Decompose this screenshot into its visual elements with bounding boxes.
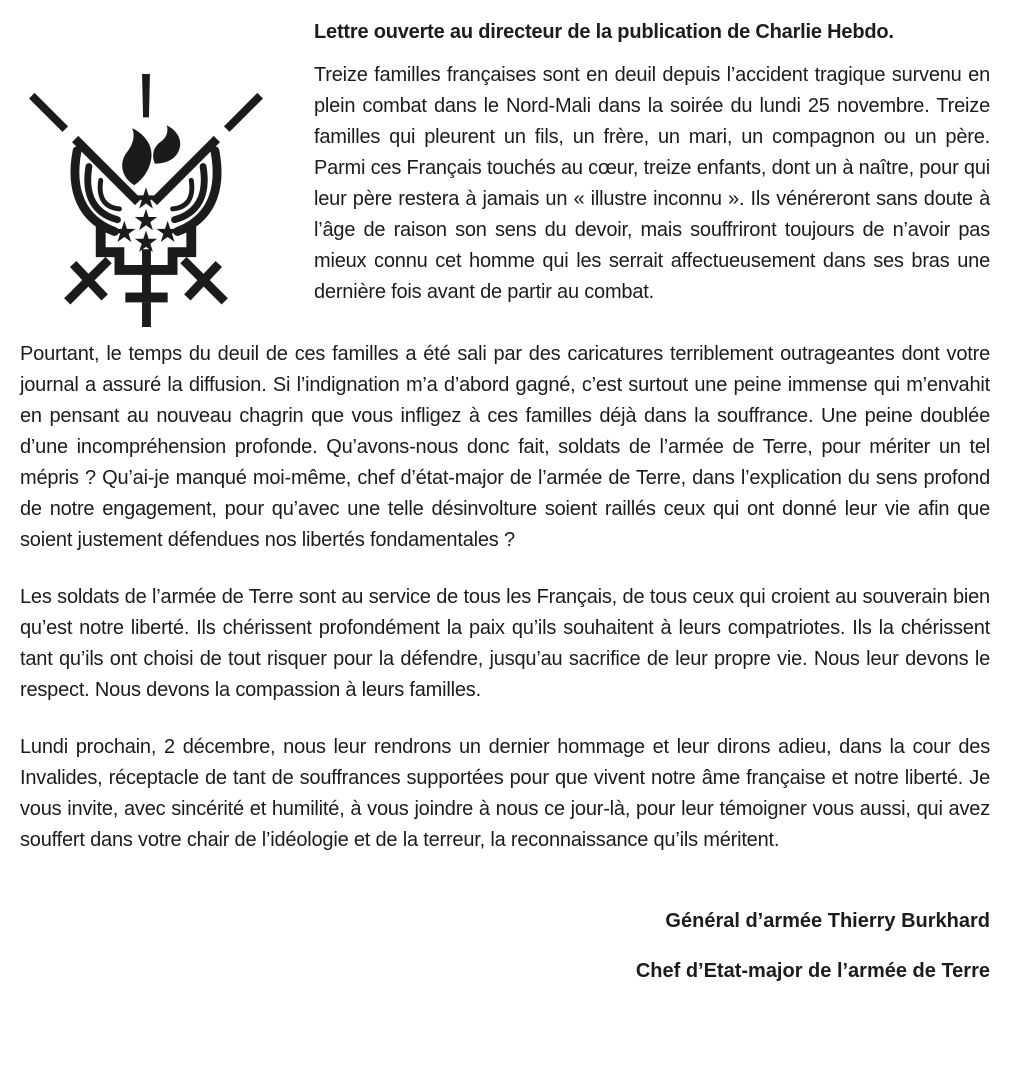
paragraph-4: Lundi prochain, 2 décembre, nous leur rendrons un dernier hommage et leur dirons adieu, dans la cour des Invalides, réceptacle de tant de souffrances supportées pour que vivent notre âme française et notre liberté. Je vous invite, avec sincérité et humilité, à vous joindre à nous ce jour-là, pour leur témoigner vous aussi, qui avez souffert dans votre chair de l’idéologie et de la terreur, la reconnaissance qu’ils méritent. xyxy=(20,736,990,851)
paragraph-3: Les soldats de l’armée de Terre sont au service de tous les Français, de tous ceux qui croient au souverain bien qu’est notre liberté. Ils chérissent profondément la paix qu’ils souhaitent à leurs compatriotes. Ils la chérissent tant qu’ils ont choisi de tout risquer pour la défendre, jusqu’au sacrifice de leur propre vie. Nous leur devons le respect. Nous devons la compassion à leurs familles. xyxy=(20,586,990,701)
signature-name: Général d’armée Thierry Burkhard xyxy=(665,910,990,932)
paragraph-2: Pourtant, le temps du deuil de ces familles a été sali par des caricatures terriblement outrageantes dont votre journal a assuré la diffusion. Si l’indignation m’a d’abord gagné, c’est surtout une peine immense qui m’envahit en pensant au nouveau chagrin que vous infligez à ces familles déjà dans la souffrance. Une peine doublée d’une incompréhension profonde. Qu’avons-nous donc fait, soldats de l’armée de Terre, pour mériter un tel mépris ? Qu’ai-je manqué moi-même, chef d’état-major de l’armée de Terre, dans l’explication du sens profond de notre engagement, pour qu’avec une telle désinvolture soient raillés ceux qui ont donné leur vie afin que soient justement défendues nos libertés fondamentales ? xyxy=(20,343,990,551)
paragraph-1: Treize familles françaises sont en deuil depuis l’accident tragique survenu en plein combat dans le Nord-Mali dans la soirée du lundi 25 novembre. Treize familles qui pleurent un fils, un frère, un mari, un compagnon ou un père. Parmi ces Français touchés au cœur, treize enfants, dont un à naître, pour qui leur père restera à jamais un « illustre inconnu ». Ils vénéreront sans doute à l’âge de raison son sens du devoir, mais souffriront toujours de n’avoir pas mieux connu cet homme qui les serrait affectueusement dans ses bras une dernière fois avant de partir au combat. xyxy=(314,64,990,303)
letter-title: Lettre ouverte au directeur de la publication de Charlie Hebdo. xyxy=(314,21,894,43)
armee-de-terre-logo xyxy=(20,60,282,339)
stars-icon xyxy=(113,187,179,252)
signature-role: Chef d’Etat-major de l’armée de Terre xyxy=(635,960,990,982)
central-sword-blade-icon xyxy=(142,74,150,117)
army-insignia-icon xyxy=(20,68,272,334)
central-sword-hilt-icon xyxy=(125,249,167,327)
intro-column xyxy=(282,60,990,308)
top-section xyxy=(20,60,990,339)
letter-document xyxy=(20,18,990,987)
flame-icon xyxy=(122,125,180,185)
